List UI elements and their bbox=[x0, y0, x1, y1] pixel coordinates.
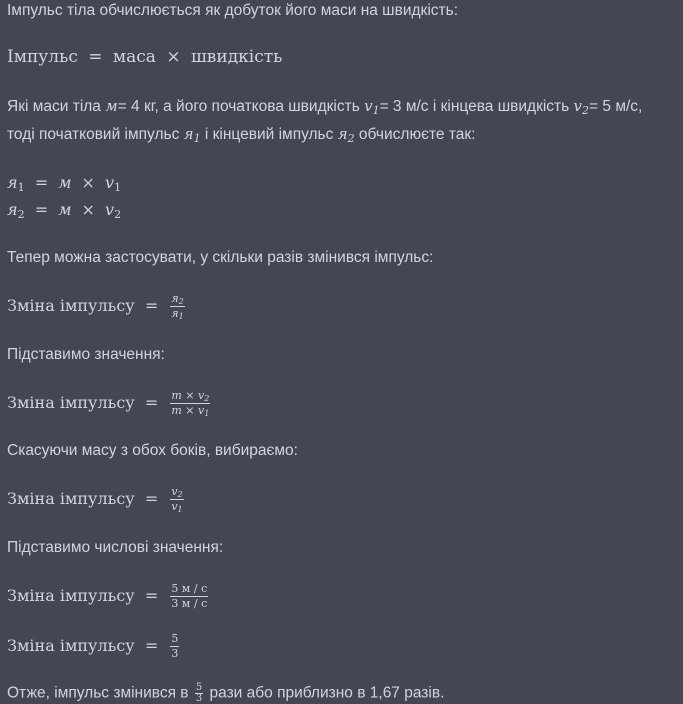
formula-eq: = bbox=[88, 47, 103, 67]
text-part: рази або приблизно в 1,67 разів. bbox=[205, 684, 445, 702]
text-part: = 4 кг, а його початкова швидкість bbox=[117, 98, 365, 115]
text-part: обчислюєте так: bbox=[354, 126, 476, 143]
ratio-fraction-5: $\frac{5}{3}$ bbox=[171, 632, 179, 660]
ratio-fraction-3: $\frac{v_2}{v_1}$ bbox=[171, 485, 183, 514]
change-label: Зміна імпульсу bbox=[7, 586, 135, 605]
var-y2: $я_2$ bbox=[337, 125, 355, 145]
equation-y2: $я_2 = м \times v_2$ bbox=[7, 200, 122, 221]
text-part: Отже, імпульс змінився в bbox=[7, 684, 193, 702]
ratio-intro-text: Тепер можна застосувати, у скільки разів змінився імпульс: bbox=[7, 249, 434, 266]
text-part: = 5 м/с, bbox=[589, 98, 643, 115]
ratio-equation-2: Зміна імпульсу = $\frac{m \times v_2}{m \times v_1}$ bbox=[7, 389, 210, 418]
ratio-fraction-4: $\frac{5 м / с}{3 м / с}$ bbox=[171, 582, 208, 610]
equation-y1: $я_1 = м \times v_1$ bbox=[7, 173, 122, 194]
conclusion-text bbox=[7, 683, 444, 704]
text-part: = 3 м/с і кінцева швидкість bbox=[379, 98, 574, 115]
text-part: тоді початковий імпульс bbox=[7, 126, 184, 143]
formula-mass: маса bbox=[112, 47, 156, 67]
formula-lhs: Імпульс bbox=[7, 47, 78, 67]
numeric-substitute-text: Підставимо числові значення: bbox=[7, 539, 224, 556]
var-y1: $я_1$ bbox=[183, 125, 201, 145]
change-label: Зміна імпульсу bbox=[7, 489, 135, 508]
ratio-equation-3: Зміна імпульсу = $\frac{v_2}{v_1}$ bbox=[7, 485, 183, 514]
ratio-fraction-1: $\frac{я_2}{я_1}$ bbox=[171, 292, 184, 321]
text-part: і кінцевий імпульс bbox=[200, 126, 338, 143]
intro-text: Імпульс тіла обчислюється як добуток його маси на швидкість: bbox=[7, 2, 459, 19]
text-part: Які маси тіла bbox=[7, 98, 106, 115]
change-label: Зміна імпульсу bbox=[7, 393, 135, 412]
var-v2: $v_2$ bbox=[573, 97, 590, 117]
change-label: Зміна імпульсу bbox=[7, 636, 135, 655]
momentum-def-text bbox=[7, 124, 475, 145]
given-values-text bbox=[7, 96, 642, 117]
var-v1: $v_1$ bbox=[364, 97, 380, 117]
cancel-mass-text: Скасуючи масу з обох боків, вибираємо: bbox=[7, 442, 298, 459]
formula-times: × bbox=[166, 47, 181, 67]
ratio-equation-5: Зміна імпульсу = $\frac{5}{3}$ bbox=[7, 632, 179, 660]
ratio-equation-4: Зміна імпульсу = $\frac{5 м / с}{3 м / с}$ bbox=[7, 582, 208, 610]
formula-velocity: швидкість bbox=[191, 47, 283, 67]
var-m: м bbox=[105, 97, 118, 115]
substitute-text: Підставимо значення: bbox=[7, 346, 165, 363]
conclusion-fraction: $\frac{5}{3}$ bbox=[195, 682, 203, 704]
ratio-fraction-2: $\frac{m \times v_2}{m \times v_1}$ bbox=[171, 389, 210, 418]
momentum-formula bbox=[7, 46, 282, 68]
change-label: Зміна імпульсу bbox=[7, 296, 135, 315]
ratio-equation-1: Зміна імпульсу = $\frac{я_2}{я_1}$ bbox=[7, 292, 184, 321]
